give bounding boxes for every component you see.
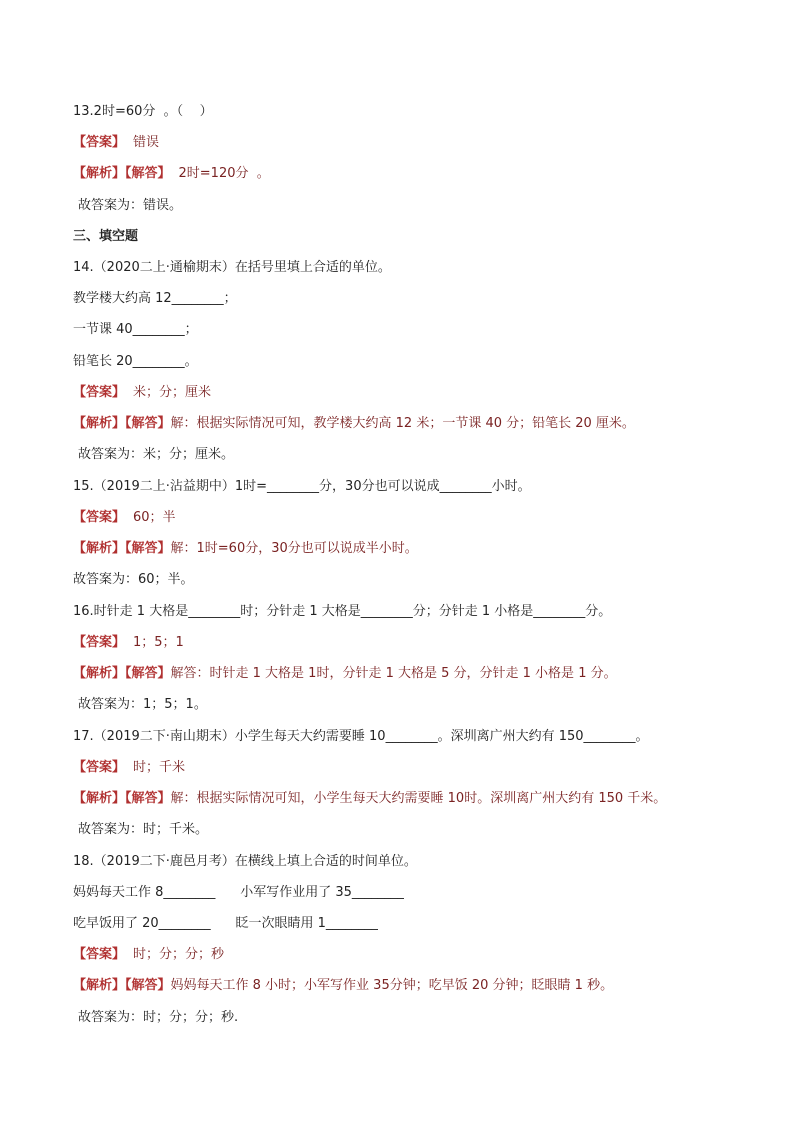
- q15-stem: 15.（2019二上·沾益期中）1时=________分，30分也可以说成________小时。: [73, 479, 531, 494]
- q14-blank-line-1: 教学楼大约高 12________；: [73, 291, 237, 306]
- q15-analysis-row: [73, 540, 418, 558]
- q16-answer-row: [73, 634, 184, 652]
- q17-analysis-row: [73, 790, 666, 808]
- answer-tag: 【答案】: [73, 760, 126, 775]
- q18-blank-line-2: 吃早饭用了 20________ 眨一次眼睛用 1________: [73, 916, 378, 931]
- q14-blank-line-3: 铅笔长 20________。: [73, 354, 198, 369]
- answer-text: 时；分；分；秒: [133, 947, 225, 962]
- q13-analysis-row: [73, 165, 270, 183]
- answer-text: 1；5；1: [133, 635, 184, 650]
- answer-tag: 【答案】: [73, 510, 126, 525]
- answer-tag: 【答案】: [73, 635, 126, 650]
- q14-conclusion: 故答案为：米；分；厘米。: [78, 447, 235, 462]
- q18-conclusion: 故答案为：时；分；分；秒.: [78, 1010, 239, 1025]
- analysis-text: 妈妈每天工作 8 小时；小军写作业 35分钟；吃早饭 20 分钟；眨眼睛 1 秒。: [170, 978, 614, 993]
- answer-text: 米；分；厘米: [133, 385, 212, 400]
- analysis-tag: 【解析】【解答】: [73, 166, 171, 181]
- q16-conclusion: 故答案为：1；5；1。: [78, 697, 207, 712]
- q17-conclusion: 故答案为：时；千米。: [78, 822, 209, 837]
- analysis-text: 解：根据实际情况可知，教学楼大约高 12 米；一节课 40 分；铅笔长 20 厘米。: [170, 416, 635, 431]
- answer-tag: 【答案】: [73, 947, 126, 962]
- answer-text: 错误: [133, 135, 160, 150]
- q16-stem: 16.时针走 1 大格是________时；分针走 1 大格是________分；分针走 1 小格是________分。: [73, 604, 612, 619]
- q13-stem: 13.2时=60分 。（ ）: [73, 104, 213, 119]
- q17-answer-row: [73, 759, 185, 777]
- analysis-tag: 【解析】【解答】: [73, 978, 171, 993]
- q17-stem: 17.（2019二下·南山期末）小学生每天大约需要睡 10________。深圳离广州大约有 150________。: [73, 729, 649, 744]
- q18-stem: 18.（2019二下·鹿邑月考）在横线上填上合适的时间单位。: [73, 854, 417, 869]
- analysis-text: 解：1时=60分，30分也可以说成半小时。: [170, 541, 418, 556]
- q18-analysis-row: [73, 977, 613, 995]
- analysis-tag: 【解析】【解答】: [73, 416, 171, 431]
- q13-answer-row: [73, 134, 159, 152]
- q15-answer-row: [73, 509, 176, 527]
- answer-tag: 【答案】: [73, 385, 126, 400]
- answer-text: 60；半: [133, 510, 176, 525]
- analysis-tag: 【解析】【解答】: [73, 666, 171, 681]
- q18-answer-row: [73, 946, 224, 964]
- q14-stem: 14.（2020二上·通榆期末）在括号里填上合适的单位。: [73, 260, 391, 275]
- analysis-tag: 【解析】【解答】: [73, 541, 171, 556]
- analysis-text: 解答：时针走 1 大格是 1时，分针走 1 大格是 5 分，分针走 1 小格是 1 分。: [170, 666, 617, 681]
- answer-text: 时；千米: [133, 760, 186, 775]
- q15-conclusion: 故答案为：60；半。: [73, 572, 194, 587]
- q18-blank-line-1: 妈妈每天工作 8________ 小军写作业用了 35________: [73, 885, 404, 900]
- analysis-text: 2时=120分 。: [178, 166, 270, 181]
- analysis-tag: 【解析】【解答】: [73, 791, 171, 806]
- q14-answer-row: [73, 384, 211, 402]
- section-heading: 三、填空题: [73, 229, 139, 244]
- answer-tag: 【答案】: [73, 135, 126, 150]
- q14-analysis-row: [73, 415, 635, 433]
- q16-analysis-row: [73, 665, 617, 683]
- q14-blank-line-2: 一节课 40________；: [73, 322, 198, 337]
- analysis-text: 解：根据实际情况可知，小学生每天大约需要睡 10时。深圳离广州大约有 150 千米。: [170, 791, 667, 806]
- q13-conclusion: 故答案为：错误。: [78, 198, 183, 213]
